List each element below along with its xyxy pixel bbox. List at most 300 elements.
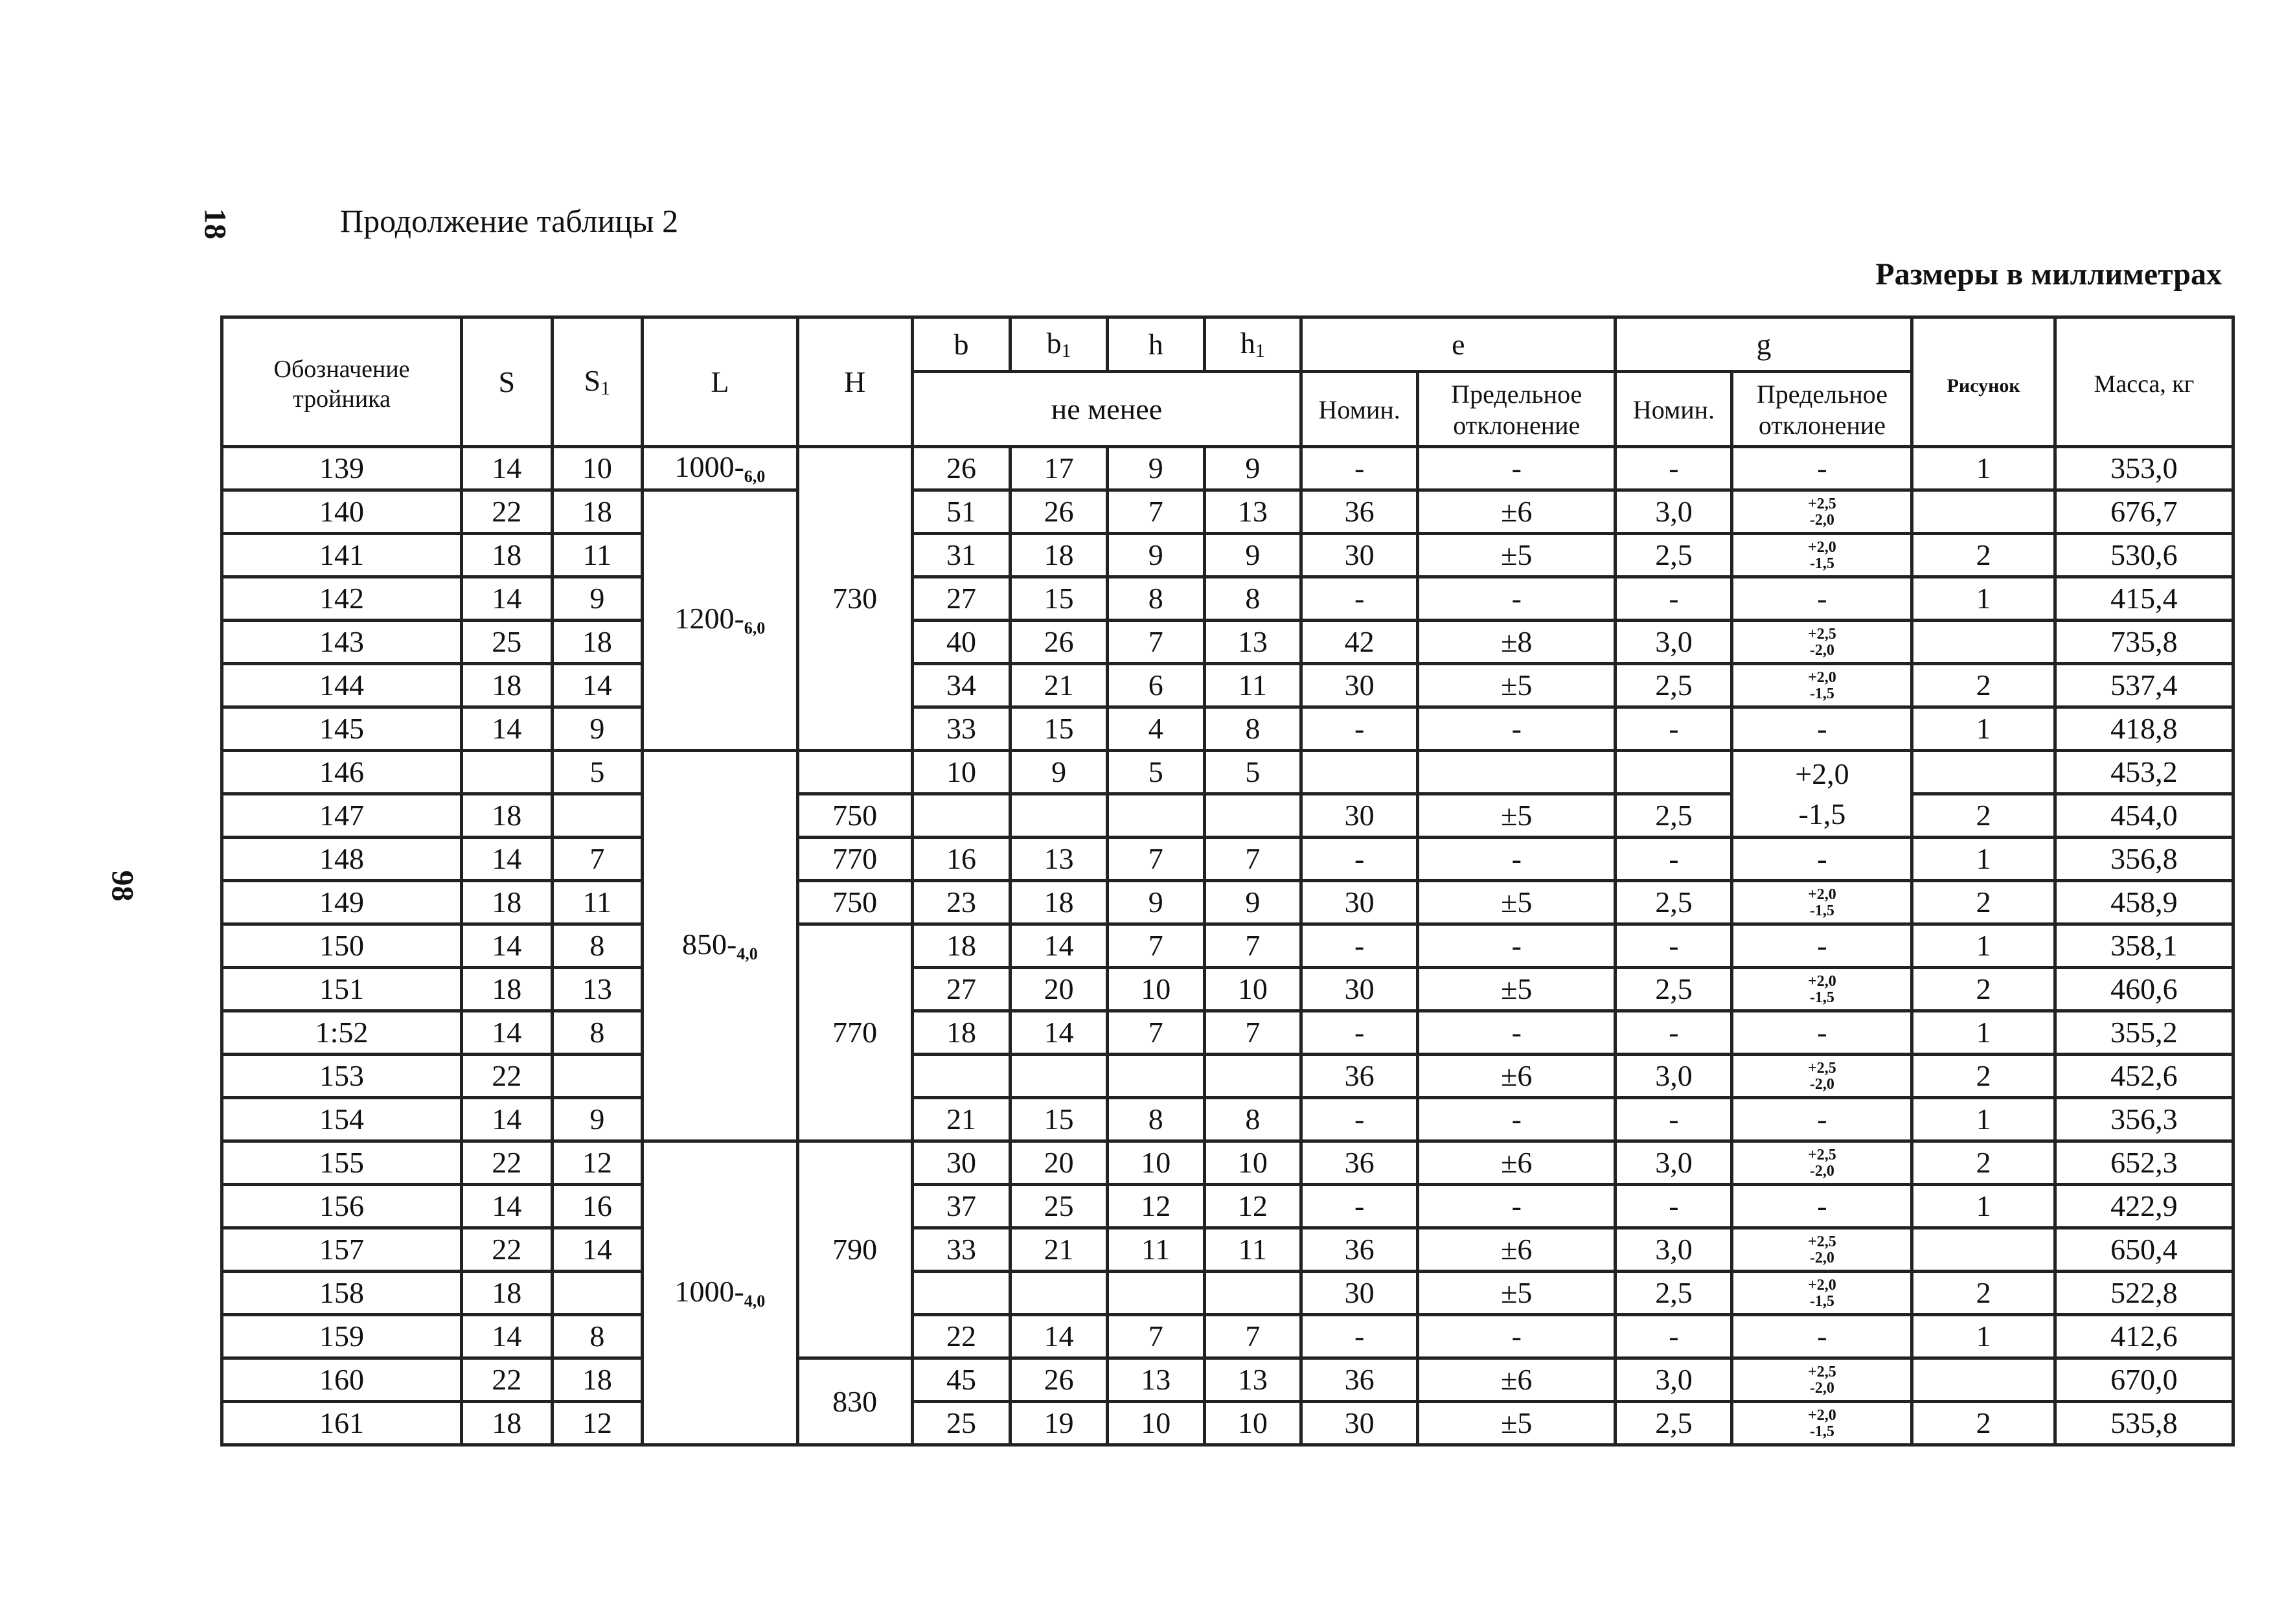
e_nom-cell: 36 <box>1301 490 1418 534</box>
g_nom-cell: - <box>1616 447 1732 490</box>
h-cell: 9 <box>1107 881 1204 924</box>
e_dev-cell: ±6 <box>1418 1141 1616 1185</box>
header-h1: h1 <box>1204 317 1301 372</box>
table-row <box>222 968 2233 1011</box>
g_nom-cell: 3,0 <box>1616 1228 1732 1272</box>
id-cell: 153 <box>222 1055 462 1098</box>
e_nom-cell: - <box>1301 707 1418 751</box>
h1-cell: 10 <box>1204 968 1301 1011</box>
s1-cell: 10 <box>552 447 643 490</box>
units-note: Размеры в миллиметрах <box>1875 257 2222 292</box>
fig-cell: 2 <box>1912 1055 2055 1098</box>
g_dev-cell: - <box>1732 577 1912 621</box>
e_nom-cell: 42 <box>1301 621 1418 664</box>
s-cell: 22 <box>462 1358 553 1402</box>
h-cell: 7 <box>1107 621 1204 664</box>
b1-cell: 17 <box>1011 447 1108 490</box>
header-s1: S1 <box>552 317 643 447</box>
b1-cell: 18 <box>1011 881 1108 924</box>
h-cell: 9 <box>1107 534 1204 577</box>
b1-cell: 13 <box>1011 838 1108 881</box>
header-h: h <box>1107 317 1204 372</box>
e_dev-cell <box>1418 751 1616 794</box>
l-cell: $1000-_{4,0}$ <box>643 1141 798 1445</box>
s-cell: 14 <box>462 707 553 751</box>
s-cell: 25 <box>462 621 553 664</box>
fig-cell: 2 <box>1912 881 2055 924</box>
fig-cell <box>1912 1228 2055 1272</box>
tolerance-value: +2,5 -2,0 <box>1808 496 1836 529</box>
header-figure: Рисунок <box>1912 317 2055 447</box>
table-row <box>222 577 2233 621</box>
s1-cell: 9 <box>552 577 643 621</box>
h-cap-cell: 830 <box>797 1358 912 1445</box>
e_dev-cell: ±5 <box>1418 1402 1616 1445</box>
b-cell: 33 <box>912 707 1011 751</box>
b-cell <box>912 1272 1011 1315</box>
table-row <box>222 1358 2233 1402</box>
h-cell: 10 <box>1107 1402 1204 1445</box>
table-row <box>222 1185 2233 1228</box>
g_nom-cell: - <box>1616 577 1732 621</box>
b1-cell: 14 <box>1011 924 1108 968</box>
b-cell: 25 <box>912 1402 1011 1445</box>
g_dev-cell: - <box>1732 707 1912 751</box>
fig-cell: 1 <box>1912 707 2055 751</box>
e_dev-cell: ±6 <box>1418 1228 1616 1272</box>
b1-cell: 14 <box>1011 1315 1108 1358</box>
s1-cell: 8 <box>552 1315 643 1358</box>
h1-cell: 13 <box>1204 621 1301 664</box>
s-cell <box>462 751 553 794</box>
id-cell: 141 <box>222 534 462 577</box>
table-row <box>222 707 2233 751</box>
g_dev-cell: - <box>1732 1011 1912 1055</box>
b-cell: 27 <box>912 577 1011 621</box>
b-cell: 16 <box>912 838 1011 881</box>
g_nom-cell: 2,5 <box>1616 1402 1732 1445</box>
e_dev-cell: ±5 <box>1418 1272 1616 1315</box>
g_nom-cell <box>1616 751 1732 794</box>
s-cell: 18 <box>462 534 553 577</box>
mass-cell: 422,9 <box>2055 1185 2233 1228</box>
h-cell: 11 <box>1107 1228 1204 1272</box>
tee-dimensions-table <box>220 315 2235 1447</box>
fig-cell: 2 <box>1912 534 2055 577</box>
s1-cell: 18 <box>552 1358 643 1402</box>
g_dev-cell <box>1732 1402 1912 1445</box>
header-e: e <box>1301 317 1616 372</box>
g_nom-cell: 2,5 <box>1616 881 1732 924</box>
b1-cell: 14 <box>1011 1011 1108 1055</box>
b1-cell: 26 <box>1011 490 1108 534</box>
table-row <box>222 447 2233 490</box>
id-cell: 145 <box>222 707 462 751</box>
b1-cell: 21 <box>1011 1228 1108 1272</box>
b-cell: 30 <box>912 1141 1011 1185</box>
h1-cell: 13 <box>1204 490 1301 534</box>
mass-cell: 453,2 <box>2055 751 2233 794</box>
mass-cell: 358,1 <box>2055 924 2233 968</box>
mass-cell: 676,7 <box>2055 490 2233 534</box>
b1-cell: 9 <box>1011 751 1108 794</box>
fig-cell: 1 <box>1912 1185 2055 1228</box>
table-body <box>222 447 2233 1445</box>
fig-cell <box>1912 1358 2055 1402</box>
id-cell: 154 <box>222 1098 462 1141</box>
header-e-nominal: Номин. <box>1301 372 1418 447</box>
h-cell: 7 <box>1107 1315 1204 1358</box>
tolerance-value: +2,5 -2,0 <box>1808 1233 1836 1267</box>
tolerance-value: +2,0 -1,5 <box>1808 1277 1836 1310</box>
id-cell: 157 <box>222 1228 462 1272</box>
g_dev-cell <box>1732 1141 1912 1185</box>
s-cell: 14 <box>462 577 553 621</box>
mass-cell: 418,8 <box>2055 707 2233 751</box>
b-cell: 23 <box>912 881 1011 924</box>
fig-cell: 1 <box>1912 838 2055 881</box>
h-cap-cell: 790 <box>797 1141 912 1358</box>
tolerance-value: +2,5 -2,0 <box>1808 626 1836 659</box>
table-row <box>222 664 2233 707</box>
id-cell: 144 <box>222 664 462 707</box>
s-cell: 14 <box>462 447 553 490</box>
table-row <box>222 1055 2233 1098</box>
b1-cell: 25 <box>1011 1185 1108 1228</box>
id-cell: 156 <box>222 1185 462 1228</box>
e_nom-cell: 30 <box>1301 534 1418 577</box>
e_nom-cell: - <box>1301 1011 1418 1055</box>
e_dev-cell: - <box>1418 1098 1616 1141</box>
h-cell: 10 <box>1107 968 1204 1011</box>
e_nom-cell <box>1301 751 1418 794</box>
table-row <box>222 1141 2233 1185</box>
fig-cell: 1 <box>1912 1011 2055 1055</box>
table-row <box>222 534 2233 577</box>
g_dev-cell: +2,0 -1,5 <box>1732 751 1912 838</box>
b-cell: 37 <box>912 1185 1011 1228</box>
header-designation: Обозначение тройника <box>222 317 462 447</box>
e_nom-cell: - <box>1301 838 1418 881</box>
b1-cell <box>1011 794 1108 838</box>
l-cell: $850-_{4,0}$ <box>643 751 798 1141</box>
h1-cell: 11 <box>1204 1228 1301 1272</box>
e_nom-cell: - <box>1301 577 1418 621</box>
s1-cell: 8 <box>552 1011 643 1055</box>
e_nom-cell: 30 <box>1301 794 1418 838</box>
id-cell: 161 <box>222 1402 462 1445</box>
header-b: b <box>912 317 1011 372</box>
h-cell: 8 <box>1107 1098 1204 1141</box>
e_nom-cell: 36 <box>1301 1055 1418 1098</box>
b-cell: 33 <box>912 1228 1011 1272</box>
e_dev-cell: - <box>1418 1011 1616 1055</box>
mass-cell: 537,4 <box>2055 664 2233 707</box>
h1-cell <box>1204 1055 1301 1098</box>
id-cell: 146 <box>222 751 462 794</box>
s-cell: 18 <box>462 1402 553 1445</box>
h1-cell: 11 <box>1204 664 1301 707</box>
mass-cell: 454,0 <box>2055 794 2233 838</box>
id-cell: 159 <box>222 1315 462 1358</box>
b1-cell: 20 <box>1011 1141 1108 1185</box>
b-cell: 21 <box>912 1098 1011 1141</box>
s-cell: 22 <box>462 1141 553 1185</box>
e_dev-cell: ±5 <box>1418 534 1616 577</box>
header-s: S <box>462 317 553 447</box>
s1-cell: 8 <box>552 924 643 968</box>
g_dev-cell <box>1732 1358 1912 1402</box>
fig-cell <box>1912 490 2055 534</box>
b1-cell: 18 <box>1011 534 1108 577</box>
fig-cell: 2 <box>1912 968 2055 1011</box>
tolerance-value: +2,0 -1,5 <box>1808 669 1836 703</box>
header-e-deviation: Предельное отклонение <box>1418 372 1616 447</box>
s1-cell: 9 <box>552 707 643 751</box>
h1-cell: 9 <box>1204 447 1301 490</box>
table-row <box>222 1272 2233 1315</box>
id-cell: 149 <box>222 881 462 924</box>
table-row <box>222 1228 2233 1272</box>
table-row <box>222 1098 2233 1141</box>
g_nom-cell: 3,0 <box>1616 490 1732 534</box>
mass-cell: 356,3 <box>2055 1098 2233 1141</box>
fig-cell: 1 <box>1912 924 2055 968</box>
h1-cell: 9 <box>1204 881 1301 924</box>
e_dev-cell: - <box>1418 707 1616 751</box>
e_nom-cell: - <box>1301 1315 1418 1358</box>
b-cell: 45 <box>912 1358 1011 1402</box>
header-b1: b1 <box>1011 317 1108 372</box>
b-cell: 40 <box>912 621 1011 664</box>
mass-cell: 670,0 <box>2055 1358 2233 1402</box>
h1-cell: 9 <box>1204 534 1301 577</box>
h1-cell: 7 <box>1204 1011 1301 1055</box>
e_dev-cell: ±5 <box>1418 664 1616 707</box>
g_dev-cell <box>1732 664 1912 707</box>
table-row <box>222 1402 2233 1445</box>
b-cell: 18 <box>912 924 1011 968</box>
s1-cell <box>552 1055 643 1098</box>
e_dev-cell: - <box>1418 838 1616 881</box>
b1-cell: 26 <box>1011 1358 1108 1402</box>
g_nom-cell: 2,5 <box>1616 794 1732 838</box>
id-cell: 148 <box>222 838 462 881</box>
g_dev-cell <box>1732 534 1912 577</box>
s1-cell: 9 <box>552 1098 643 1141</box>
g_dev-cell <box>1732 490 1912 534</box>
mass-cell: 412,6 <box>2055 1315 2233 1358</box>
table-row <box>222 621 2233 664</box>
s-cell: 22 <box>462 490 553 534</box>
header-not-less: не менее <box>912 372 1301 447</box>
e_nom-cell: - <box>1301 447 1418 490</box>
s1-cell: 7 <box>552 838 643 881</box>
g_dev-cell: - <box>1732 924 1912 968</box>
tolerance-value: +2,5 -2,0 <box>1808 1060 1836 1093</box>
mass-cell: 522,8 <box>2055 1272 2233 1315</box>
table-row <box>222 924 2233 968</box>
s-cell: 22 <box>462 1228 553 1272</box>
id-cell: 158 <box>222 1272 462 1315</box>
header-h-cap: H <box>797 317 912 447</box>
s-cell: 14 <box>462 1098 553 1141</box>
g_dev-cell: - <box>1732 838 1912 881</box>
id-cell: 143 <box>222 621 462 664</box>
fig-cell: 1 <box>1912 1098 2055 1141</box>
s-cell: 14 <box>462 1315 553 1358</box>
e_dev-cell: ±5 <box>1418 881 1616 924</box>
e_nom-cell: 36 <box>1301 1141 1418 1185</box>
b-cell: 27 <box>912 968 1011 1011</box>
fig-cell: 1 <box>1912 447 2055 490</box>
s-cell: 18 <box>462 881 553 924</box>
table-row <box>222 794 2233 838</box>
s1-cell: 14 <box>552 1228 643 1272</box>
h-cell: 6 <box>1107 664 1204 707</box>
g_dev-cell: - <box>1732 1098 1912 1141</box>
tolerance-value: +2,0 -1,5 <box>1808 539 1836 573</box>
header-g-deviation: Предельное отклонение <box>1732 372 1912 447</box>
h-cell: 9 <box>1107 447 1204 490</box>
fig-cell: 2 <box>1912 664 2055 707</box>
s-cell: 14 <box>462 838 553 881</box>
b-cell: 18 <box>912 1011 1011 1055</box>
h1-cell: 5 <box>1204 751 1301 794</box>
id-cell: 160 <box>222 1358 462 1402</box>
h-cell <box>1107 1272 1204 1315</box>
s-cell: 22 <box>462 1055 553 1098</box>
e_dev-cell: ±6 <box>1418 1055 1616 1098</box>
id-cell: 150 <box>222 924 462 968</box>
s1-cell: 14 <box>552 664 643 707</box>
g_nom-cell: 3,0 <box>1616 1055 1732 1098</box>
e_dev-cell: ±5 <box>1418 794 1616 838</box>
fig-cell <box>1912 751 2055 794</box>
tolerance-value: +2,0 -1,5 <box>1808 886 1836 920</box>
page-number-top: 18 <box>198 208 233 240</box>
h-cell: 12 <box>1107 1185 1204 1228</box>
table-caption: Продолжение таблицы 2 <box>340 203 679 239</box>
e_nom-cell: 30 <box>1301 664 1418 707</box>
g_nom-cell: - <box>1616 1098 1732 1141</box>
s-cell: 18 <box>462 1272 553 1315</box>
g_nom-cell: - <box>1616 707 1732 751</box>
id-cell: 1:52 <box>222 1011 462 1055</box>
tolerance-value: +2,5 -2,0 <box>1808 1147 1836 1180</box>
h-cell <box>1107 1055 1204 1098</box>
mass-cell: 530,6 <box>2055 534 2233 577</box>
h-cell: 8 <box>1107 577 1204 621</box>
g_nom-cell: - <box>1616 1185 1732 1228</box>
g_nom-cell: - <box>1616 1315 1732 1358</box>
tolerance-value: +2,5 -2,0 <box>1808 1364 1836 1397</box>
g_nom-cell: 3,0 <box>1616 1141 1732 1185</box>
id-cell: 151 <box>222 968 462 1011</box>
table-row <box>222 881 2233 924</box>
e_nom-cell: - <box>1301 1185 1418 1228</box>
id-cell: 140 <box>222 490 462 534</box>
h-cap-cell <box>797 751 912 794</box>
page-number-side: 98 <box>105 870 140 902</box>
id-cell: 155 <box>222 1141 462 1185</box>
fig-cell: 1 <box>1912 1315 2055 1358</box>
table-row <box>222 1315 2233 1358</box>
s1-cell: 11 <box>552 534 643 577</box>
b1-cell: 26 <box>1011 621 1108 664</box>
b-cell: 31 <box>912 534 1011 577</box>
g_nom-cell: - <box>1616 838 1732 881</box>
mass-cell: 460,6 <box>2055 968 2233 1011</box>
fig-cell: 2 <box>1912 794 2055 838</box>
e_dev-cell: ±6 <box>1418 1358 1616 1402</box>
e_dev-cell: - <box>1418 924 1616 968</box>
g_nom-cell: 2,5 <box>1616 534 1732 577</box>
h-cell: 5 <box>1107 751 1204 794</box>
mass-cell: 415,4 <box>2055 577 2233 621</box>
b-cell: 26 <box>912 447 1011 490</box>
mass-cell: 735,8 <box>2055 621 2233 664</box>
h1-cell <box>1204 1272 1301 1315</box>
mass-cell: 452,6 <box>2055 1055 2233 1098</box>
g_dev-cell <box>1732 1055 1912 1098</box>
header-g-nominal: Номин. <box>1616 372 1732 447</box>
b1-cell: 21 <box>1011 664 1108 707</box>
e_dev-cell: ±6 <box>1418 490 1616 534</box>
fig-cell: 1 <box>1912 577 2055 621</box>
mass-cell: 458,9 <box>2055 881 2233 924</box>
h-cell: 13 <box>1107 1358 1204 1402</box>
mass-cell: 535,8 <box>2055 1402 2233 1445</box>
g_nom-cell: 2,5 <box>1616 1272 1732 1315</box>
e_nom-cell: 30 <box>1301 968 1418 1011</box>
b-cell <box>912 794 1011 838</box>
s1-cell: 12 <box>552 1402 643 1445</box>
mass-cell: 650,4 <box>2055 1228 2233 1272</box>
header-g: g <box>1616 317 1912 372</box>
fig-cell <box>1912 621 2055 664</box>
tolerance-value: +2,0 -1,5 <box>1808 1407 1836 1441</box>
g_dev-cell <box>1732 881 1912 924</box>
fig-cell: 2 <box>1912 1402 2055 1445</box>
s-cell: 14 <box>462 1185 553 1228</box>
s1-cell: 18 <box>552 490 643 534</box>
h-cell <box>1107 794 1204 838</box>
h1-cell: 13 <box>1204 1358 1301 1402</box>
b1-cell <box>1011 1272 1108 1315</box>
id-cell: 142 <box>222 577 462 621</box>
id-cell: 147 <box>222 794 462 838</box>
table-row <box>222 1011 2233 1055</box>
table-row <box>222 490 2233 534</box>
fig-cell: 2 <box>1912 1141 2055 1185</box>
s1-cell <box>552 1272 643 1315</box>
h1-cell: 10 <box>1204 1141 1301 1185</box>
s1-cell: 5 <box>552 751 643 794</box>
g_nom-cell: 3,0 <box>1616 1358 1732 1402</box>
h-cell: 7 <box>1107 838 1204 881</box>
b-cell: 34 <box>912 664 1011 707</box>
h-cap-cell: 770 <box>797 924 912 1141</box>
s1-cell: 11 <box>552 881 643 924</box>
h-cell: 7 <box>1107 490 1204 534</box>
g_nom-cell: - <box>1616 1011 1732 1055</box>
g_dev-cell <box>1732 968 1912 1011</box>
e_dev-cell: - <box>1418 577 1616 621</box>
s1-cell <box>552 794 643 838</box>
fig-cell: 2 <box>1912 1272 2055 1315</box>
b1-cell <box>1011 1055 1108 1098</box>
